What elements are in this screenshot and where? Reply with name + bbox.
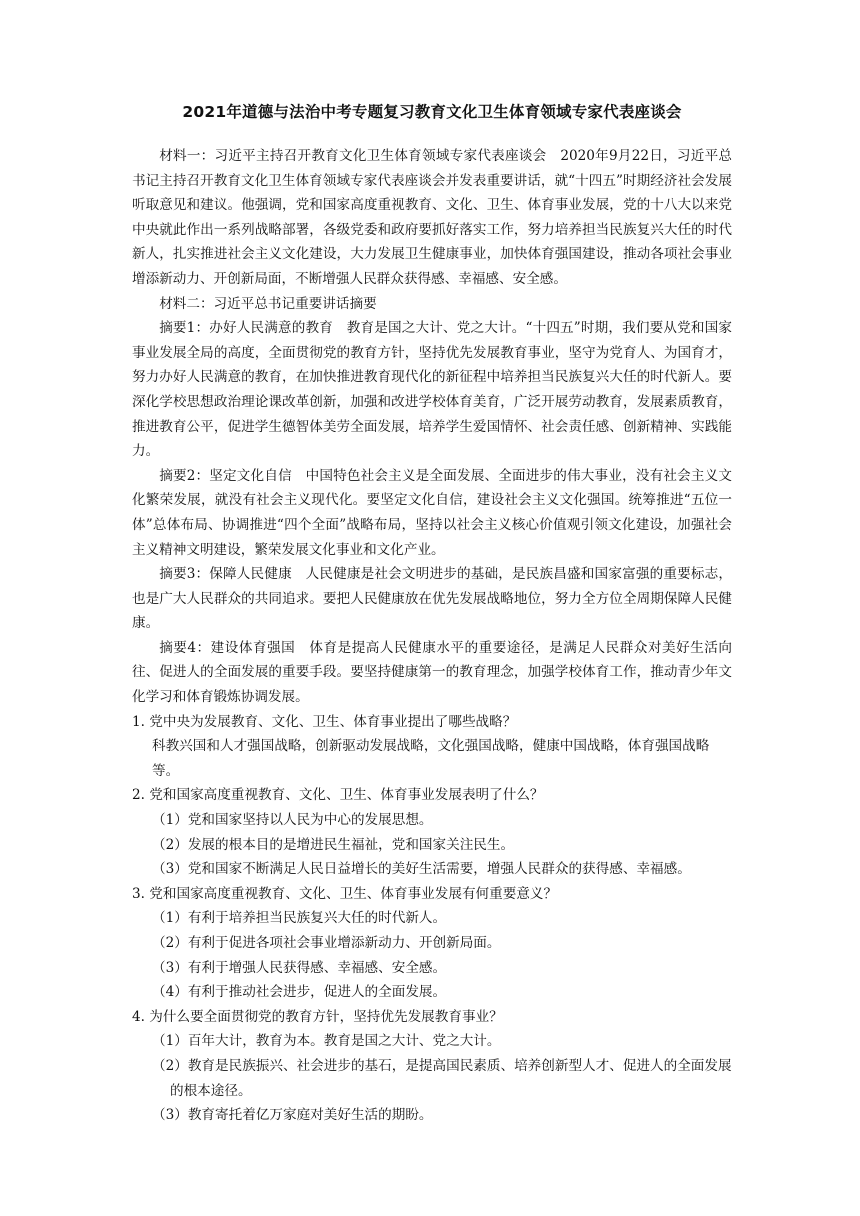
question-2-answer-2: （2）发展的根本目的是增进民生福祉，党和国家关注民生。 [152, 836, 515, 853]
question-4-answer-1: （1）百年大计，教育为本。教育是国之大计、党之大计。 [152, 1033, 501, 1050]
summary-2-paragraph: 摘要2：坚定文化自信 中国特色社会主义是全面发展、全面进步的伟大事业，没有社会主义文化繁荣发展，就没有社会主义现代化。要坚定文化自信，建设社会主义文化强国。统筹推进“五位一体”总体布局、协调推进“四个全面”战略布局，坚持以社会主义核心价值观引领文化建设，加强社会主义精神文明建设，繁荣发展文化事业和文化产业。 [132, 467, 732, 558]
question-1: 1. 党中央为发展教育、文化、卫生、体育事业提出了哪些战略？ [132, 713, 517, 730]
question-4-answer-2: （2）教育是民族振兴、社会进步的基石，是提高国民素质、培养创新型人才、促进人的全面发展的根本途径。 [152, 1057, 732, 1099]
summary-3-paragraph: 摘要3：保障人民健康 人民健康是社会文明进步的基础，是民族昌盛和国家富强的重要标志，也是广大人民群众的共同追求。要把人民健康放在优先发展战略地位，努力全方位全周期保障人民健康。 [132, 566, 732, 632]
question-4-answer-3: （3）教育寄托着亿万家庭对美好生活的期盼。 [152, 1107, 433, 1124]
question-3-answer-3: （3）有利于增强人民获得感、幸福感、安全感。 [152, 959, 447, 976]
question-1-answer-1: 科教兴国和人才强国战略，创新驱动发展战略，文化强国战略，健康中国战略，体育强国战略等。 [152, 738, 710, 779]
summary-4-paragraph: 摘要4：建设体育强国 体育是提高人民健康水平的重要途径，是满足人民群众对美好生活向往、促进人的全面发展的重要手段。要坚持健康第一的教育理念，加强学校体育工作，推动青少年文化学习和体育锻炼协调发展。 [132, 639, 732, 706]
question-2: 2. 党和国家高度重视教育、文化、卫生、体育事业发展表明了什么？ [132, 787, 544, 804]
summary-1-paragraph: 摘要1：办好人民满意的教育 教育是国之大计、党之大计。“十四五”时期，我们要从党和国家事业发展全局的高度，全面贯彻党的教育方针，坚持优先发展教育事业，坚守为党育人、为国育才，努力办好人民满意的教育，在加快推进教育现代化的新征程中培养担当民族复兴大任的时代新人。要深化学校思想政治理论课改革创新，加强和改进学校体育美育，广泛开展劳动教育，发展素质教育，推进教育公平，促进学生德智体美劳全面发展，培养学生爱国情怀、社会责任感、创新精神、实践能力。 [132, 320, 732, 460]
question-2-answer-1: （1）党和国家坚持以人民为中心的发展思想。 [152, 812, 433, 829]
document-title: 2021年道德与法治中考专题复习教育文化卫生体育领域专家代表座谈会 [182, 103, 682, 121]
question-3-answer-2: （2）有利于促进各项社会事业增添新动力、开创新局面。 [152, 935, 501, 951]
question-3-answer-4: （4）有利于推动社会进步，促进人的全面发展。 [152, 984, 447, 1001]
material-two-heading: 材料二：习近平总书记重要讲话摘要 [159, 295, 377, 312]
material-one-paragraph: 材料一：习近平主持召开教育文化卫生体育领域专家代表座谈会 2020年9月22日，习近平总书记主持召开教育文化卫生体育领域专家代表座谈会并发表重要讲话，就“十四五”时期经济社会发展听取意见和建议。他强调，党和国家高度重视教育、文化、卫生、体育事业发展，党的十八大以来党中央就此作出一系列战略部署，各级党委和政府要抓好落实工作，努力培养担当民族复兴大任的时代新人，扎实推进社会主义文化建设，大力发展卫生健康事业，加快体育强国建设，推动各项社会事业增添新动力、开创新局面，不断增强人民群众获得感、幸福感、安全感。 [132, 148, 732, 287]
question-3: 3. 党和国家高度重视教育、文化、卫生、体育事业发展有何重要意义？ [132, 885, 558, 902]
question-2-answer-3: （3）党和国家不断满足人民日益增长的美好生活需要，增强人民群众的获得感、幸福感。 [152, 861, 691, 878]
question-4: 4. 为什么要全面贯彻党的教育方针，坚持优先发展教育事业？ [132, 1008, 503, 1025]
question-3-answer-1: （1）有利于培养担当民族复兴大任的时代新人。 [152, 910, 447, 927]
